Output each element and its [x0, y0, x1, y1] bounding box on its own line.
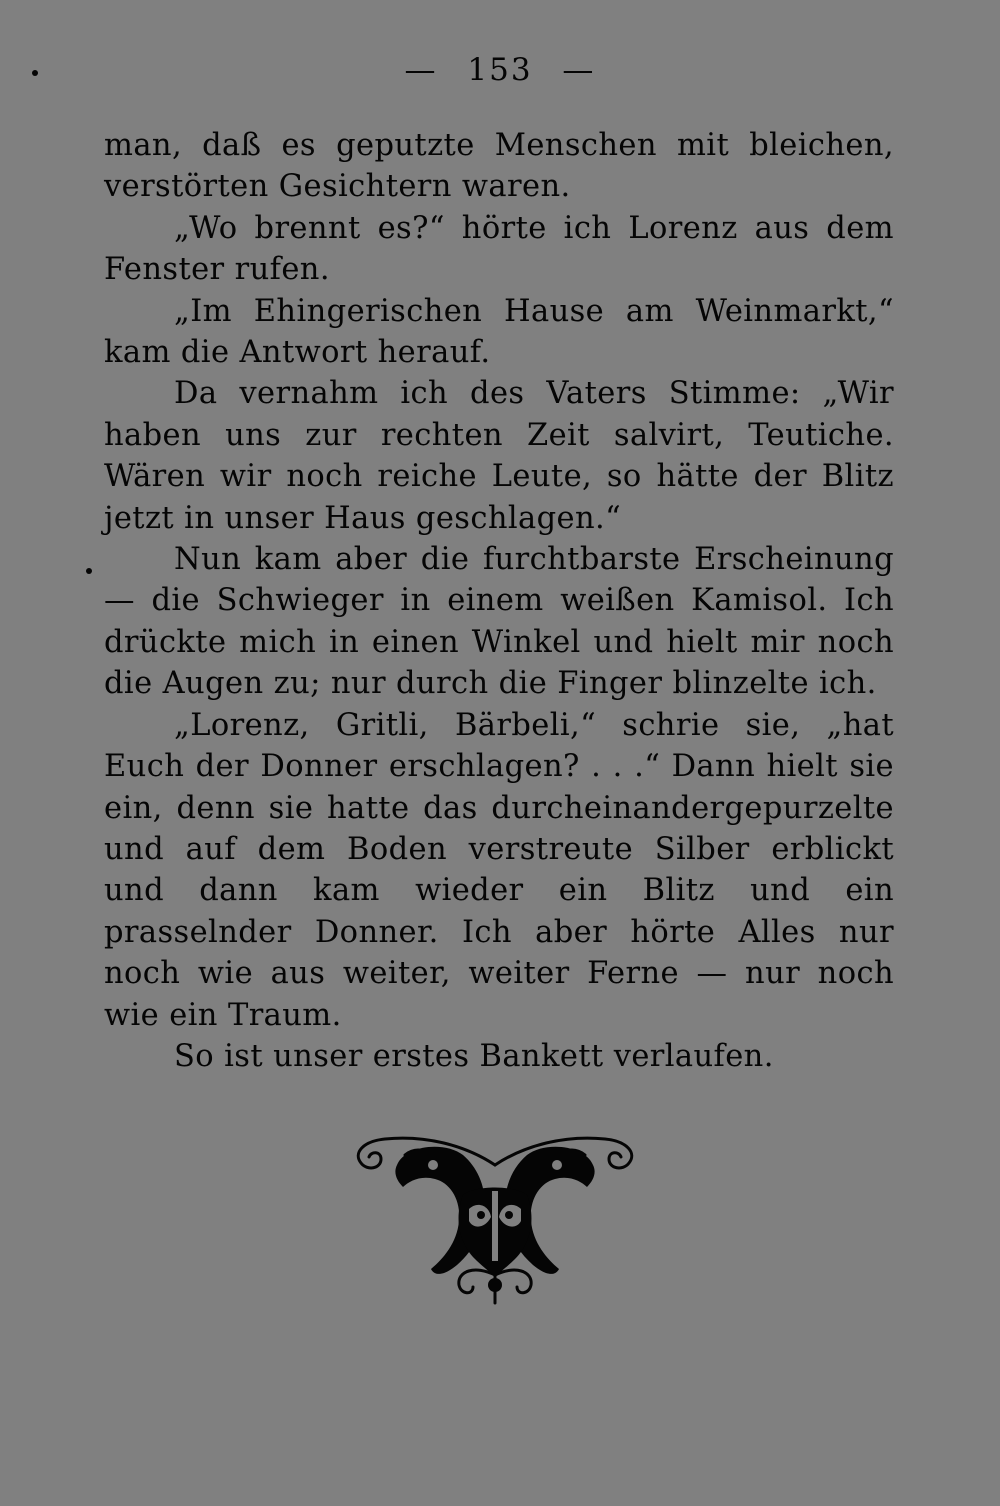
paragraph-7: So ist unser erstes Bankett verlaufen.: [174, 1038, 774, 1074]
paragraph-5: Nun kam aber die furchtbarste Erscheinung — die Schwieger in einem weißen Kamisol. Ich drückte mich in einen Winkel und hielt mir noch die Augen zu; nur durch die Finger blinzelte ich.: [104, 542, 894, 702]
paragraph-4: Da vernahm ich des Vaters Stimme: „Wir haben uns zur rechten Zeit salvirt, Teutiche. Wären wir noch reiche Leute, so hätte der Blitz jetzt in unser Haus geschlagen.“: [104, 376, 894, 536]
paragraph-3: „Im Ehingerischen Hause am Weinmarkt,“ kam die Antwort herauf.: [104, 293, 894, 371]
paragraph-6: „Lorenz, Gritli, Bärbeli,“ schrie sie, „hat Euch der Donner erschlagen? . . .“ Dann hielt sie ein, denn sie hatte das durcheinandergepurzelte und auf dem Boden verstreute Silber erblickt und dann kam wieder ein Blitz und ein prasselnder Donner. Ich aber hörte Alles nur noch wie aus weiter, weiter Ferne — nur noch wie ein Traum.: [104, 707, 894, 1033]
paragraph-1: man, daß es geputzte Menschen mit bleichen, verstörten Gesichtern waren.: [104, 128, 894, 205]
body-text: [104, 125, 894, 1077]
page-header: [0, 52, 1000, 96]
paragraph-2: „Wo brennt es?“ hörte ich Lorenz aus dem Fenster rufen.: [104, 210, 894, 288]
vignette-ornament-icon: [345, 1125, 645, 1310]
page-number: — 153 —: [404, 52, 596, 88]
margin-dot: [86, 568, 92, 574]
